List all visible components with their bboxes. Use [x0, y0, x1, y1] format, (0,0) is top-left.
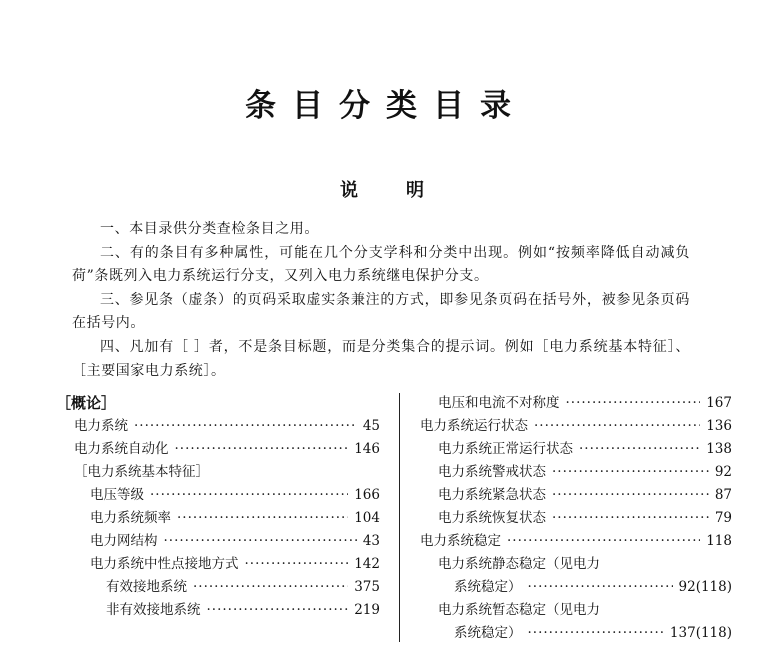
entry-page: 136	[706, 418, 732, 434]
section-heading: 说明	[340, 180, 472, 201]
index-heading	[56, 392, 380, 415]
entry-label: 电力系统正常运行状态	[438, 441, 573, 457]
leader-dots	[134, 415, 357, 438]
entry-page: 87	[714, 487, 732, 503]
entry-page: 92	[714, 464, 732, 480]
index-column-left	[56, 392, 380, 622]
index-entry[interactable]	[56, 415, 380, 438]
column-divider	[399, 393, 400, 642]
entry-page: 138	[706, 441, 732, 457]
entry-label: 电力系统静态稳定（见电力	[438, 556, 600, 572]
entry-page: 167	[706, 395, 732, 411]
index-entry[interactable]	[420, 438, 732, 461]
entry-label: 电力系统紧急状态	[438, 487, 546, 503]
page-title: 条目分类目录	[245, 88, 527, 124]
entry-label: 有效接地系统	[106, 579, 187, 595]
index-group	[56, 461, 380, 484]
entry-label: 电力网结构	[90, 533, 158, 549]
entry-page: 45	[362, 418, 380, 434]
entry-label: 电力系统警戒状态	[438, 464, 546, 480]
entry-label: 电压等级	[90, 487, 144, 503]
index-column-right	[420, 392, 732, 645]
leader-dots	[566, 392, 701, 415]
index-entry[interactable]	[420, 553, 732, 576]
entry-label: 电力系统频率	[90, 510, 171, 526]
index-entry[interactable]	[420, 461, 732, 484]
entry-label: 电力系统	[74, 418, 128, 434]
leader-dots	[164, 530, 357, 553]
entry-page: 118	[706, 533, 732, 549]
note-2: 二、有的条目有多种属性，可能在几个分支学科和分类中出现。例如“按频率降低自动减负荷”条既列入电力系统运行分支，又列入电力系统继电保护分支。	[72, 244, 690, 285]
index-entry[interactable]	[56, 484, 380, 507]
entry-page: 219	[354, 602, 380, 618]
intro-notes	[72, 218, 690, 383]
leader-dots	[193, 576, 348, 599]
entry-label: 电力系统恢复状态	[438, 510, 546, 526]
entry-label: ［概论］	[56, 394, 117, 412]
leader-dots	[177, 507, 348, 530]
entry-page: 92(118)	[678, 579, 732, 595]
note-1: 一、本目录供分类查检条目之用。	[100, 221, 319, 237]
leader-dots	[534, 415, 700, 438]
index-entry[interactable]	[420, 392, 732, 415]
note-3: 三、参见条（虚条）的页码采取虚实条兼注的方式，即参见条页码在括号外，被参见条页码在括号内。	[72, 291, 690, 332]
index-entry[interactable]	[56, 530, 380, 553]
entry-page: 166	[354, 487, 380, 503]
entry-label: 电压和电流不对称度	[438, 395, 560, 411]
leader-dots	[528, 576, 673, 599]
entry-label: 电力系统中性点接地方式	[90, 556, 239, 572]
entry-label: 电力系统自动化	[74, 441, 169, 457]
index-entry[interactable]	[56, 507, 380, 530]
index-entry[interactable]	[56, 599, 380, 622]
entry-label: 电力系统稳定	[420, 533, 501, 549]
entry-page: 104	[354, 510, 380, 526]
leader-dots	[579, 438, 700, 461]
entry-page: 146	[354, 441, 380, 457]
leader-dots	[552, 507, 709, 530]
leader-dots	[507, 530, 700, 553]
entry-page: 43	[362, 533, 380, 549]
index-entry[interactable]	[56, 438, 380, 461]
index-entry[interactable]	[420, 599, 732, 622]
entry-label: 系统稳定）	[454, 579, 522, 595]
entry-page: 79	[714, 510, 732, 526]
leader-dots	[552, 484, 709, 507]
index-entry[interactable]	[56, 576, 380, 599]
index-entry[interactable]	[420, 507, 732, 530]
leader-dots	[175, 438, 349, 461]
entry-page: 137(118)	[669, 625, 732, 641]
entry-label: 电力系统暂态稳定（见电力	[438, 602, 600, 618]
entry-label: 电力系统运行状态	[420, 418, 528, 434]
note-4: 四、凡加有［ ］者，不是条目标题，而是分类集合的提示词。例如［电力系统基本特征］、［主要国家电力系统］。	[72, 338, 690, 379]
entry-label: ［电力系统基本特征］	[74, 464, 209, 480]
index-entry[interactable]	[56, 553, 380, 576]
entry-page: 375	[354, 579, 380, 595]
index-entry[interactable]	[420, 530, 732, 553]
index-entry[interactable]	[420, 576, 732, 599]
entry-label: 系统稳定）	[454, 625, 522, 641]
leader-dots	[207, 599, 349, 622]
leader-dots	[150, 484, 348, 507]
entry-page: 142	[354, 556, 380, 572]
index-entry[interactable]	[420, 415, 732, 438]
entry-label: 非有效接地系统	[106, 602, 201, 618]
leader-dots	[245, 553, 349, 576]
leader-dots	[552, 461, 709, 484]
index-entry[interactable]	[420, 484, 732, 507]
